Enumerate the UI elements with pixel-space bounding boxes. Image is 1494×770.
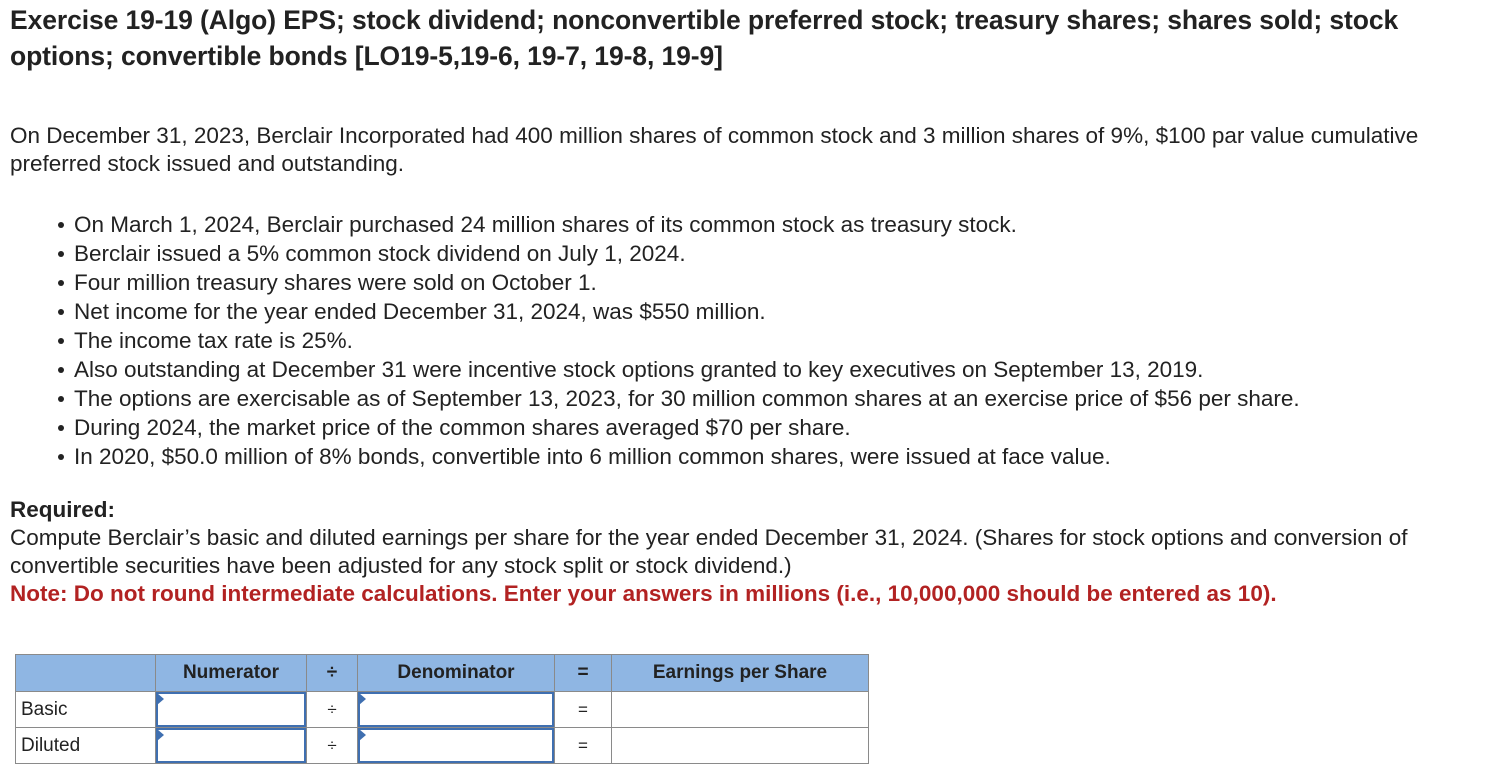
basic-divide-sign: ÷ xyxy=(307,692,358,728)
basic-numerator-input[interactable] xyxy=(156,692,306,727)
header-denominator: Denominator xyxy=(358,655,555,692)
intro-paragraph: On December 31, 2023, Berclair Incorporated had 400 million shares of common stock and 3 million shares of 9%, $100 par value cumulative preferred stock issued and outstanding. xyxy=(10,123,1419,176)
list-item: In 2020, $50.0 million of 8% bonds, convertible into 6 million common shares, were issued at face value. xyxy=(10,442,1490,471)
header-eps: Earnings per Share xyxy=(612,655,869,692)
required-text: Compute Berclair’s basic and diluted earnings per share for the year ended December 31, 2024. (Shares for stock options and conversion of convertible securities have been adjusted for any stock split or stock dividend.) xyxy=(10,525,1408,578)
header-blank xyxy=(16,655,156,692)
input-flag-icon xyxy=(157,693,164,705)
diluted-equals-sign: = xyxy=(555,728,612,764)
required-section xyxy=(10,496,1480,608)
list-item: Berclair issued a 5% common stock dividend on July 1, 2024. xyxy=(10,239,1490,268)
row-label-basic: Basic xyxy=(16,692,156,728)
basic-numerator-cell xyxy=(156,692,307,728)
basic-denominator-cell xyxy=(358,692,555,728)
table-row xyxy=(16,692,869,728)
note-text: Note: Do not round intermediate calculations. Enter your answers in millions (i.e., 10,000,000 should be entered as 10). xyxy=(10,581,1277,606)
row-label-diluted: Diluted xyxy=(16,728,156,764)
header-equals: = xyxy=(555,655,612,692)
list-item: On March 1, 2024, Berclair purchased 24 million shares of its common stock as treasury stock. xyxy=(10,210,1490,239)
diluted-numerator-input[interactable] xyxy=(156,728,306,763)
input-flag-icon xyxy=(157,729,164,741)
diluted-divide-sign: ÷ xyxy=(307,728,358,764)
diluted-eps-result xyxy=(612,728,869,764)
diluted-numerator-cell xyxy=(156,728,307,764)
basic-equals-sign: = xyxy=(555,692,612,728)
basic-eps-result xyxy=(612,692,869,728)
exercise-title: Exercise 19-19 (Algo) EPS; stock dividend; nonconvertible preferred stock; treasury shares; shares sold; stock options; convertible bonds [LO19-5,19-6, 19-7, 19-8, 19-9] xyxy=(10,5,1399,71)
diluted-denominator-cell xyxy=(358,728,555,764)
list-item: During 2024, the market price of the common shares averaged $70 per share. xyxy=(10,413,1490,442)
list-item: Net income for the year ended December 31, 2024, was $550 million. xyxy=(10,297,1490,326)
list-item: The options are exercisable as of September 13, 2023, for 30 million common shares at an exercise price of $56 per share. xyxy=(10,384,1490,413)
list-item: The income tax rate is 25%. xyxy=(10,326,1490,355)
list-item: Also outstanding at December 31 were incentive stock options granted to key executives on September 13, 2019. xyxy=(10,355,1490,384)
required-label: Required: xyxy=(10,497,116,522)
basic-denominator-input[interactable] xyxy=(358,692,554,727)
input-flag-icon xyxy=(359,729,366,741)
diluted-denominator-input[interactable] xyxy=(358,728,554,763)
table-row xyxy=(16,728,869,764)
facts-list xyxy=(10,210,1490,471)
list-item: Four million treasury shares were sold on October 1. xyxy=(10,268,1490,297)
header-divide: ÷ xyxy=(307,655,358,692)
eps-table xyxy=(15,654,869,764)
header-numerator: Numerator xyxy=(156,655,307,692)
input-flag-icon xyxy=(359,693,366,705)
table-header-row xyxy=(16,655,869,692)
